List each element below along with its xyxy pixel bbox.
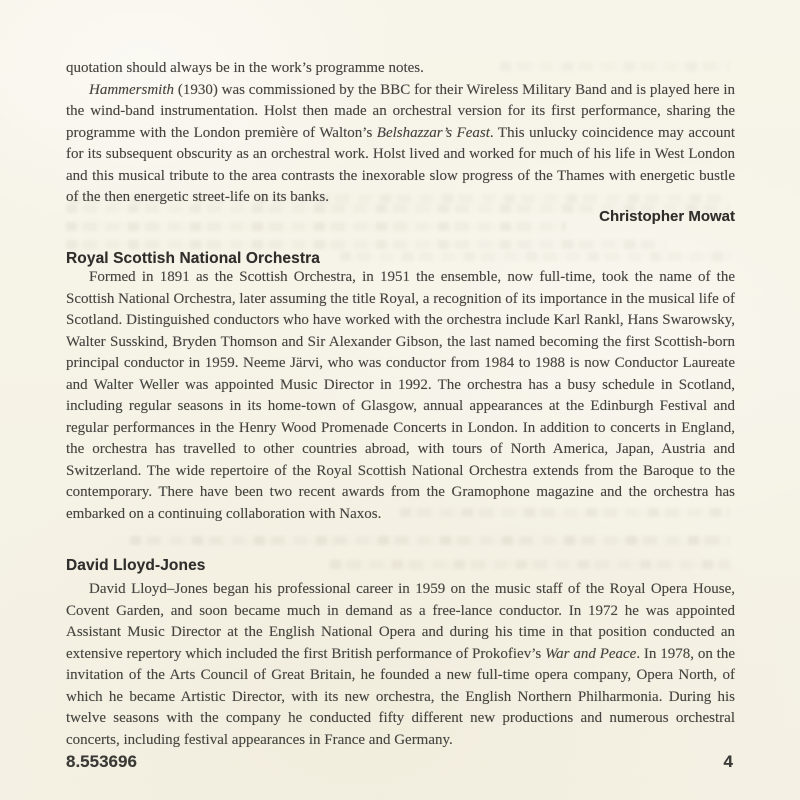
conductor-paragraph: David Lloyd–Jones began his professional career in 1959 on the music staff of the Royal Opera House, Covent Garden, and soon became much in demand as a free-lance conductor. In 1972 he was appointed Assistant Music Director at the English National Opera and during his time in that position conducted an extensive repertory which included the first British performance of Prokofiev’s War and Peace. In 1978, on the invitation of the Arts Council of Great Britain, he founded a new full-time opera company, Opera North, of which he became Artistic Director, with its new orchestra, the English Northern Philharmonia. During his twelve seasons with the company he conducted fifty different new productions and numerous orchestral concerts, including festival appearances in France and Germany.: [66, 581, 735, 748]
author-byline: Christopher Mowat: [599, 208, 735, 225]
section-heading-conductor: David Lloyd-Jones: [66, 557, 206, 574]
page-footer: [66, 751, 733, 772]
conductor-text-block: [66, 579, 735, 751]
section-heading-orchestra: Royal Scottish National Orchestra: [66, 250, 320, 267]
orchestra-text-block: [66, 267, 735, 525]
hammersmith-paragraph: Hammersmith (1930) was commissioned by the BBC for their Wireless Military Band and is played here in the wind-band instrumentation. Holst then made an orchestral version for its first performance, sharing the programme with the London première of Walton’s Belshazzar’s Feast. This unlucky coincidence may account for its subsequent obscurity as an orchestral work. Holst lived and worked for much of his life in West London and this musical tribute to the area contrasts the inexorable slow progress of the Thames with energetic bustle of the then energetic street-life on its banks.: [66, 81, 735, 205]
opening-text-block: [66, 58, 735, 209]
page-number: 4: [723, 752, 733, 771]
orchestra-paragraph: Formed in 1891 as the Scottish Orchestra, in 1951 the ensemble, now full-time, took the name of the Scottish National Orchestra, later assuming the title Royal, a recognition of its importance in the musical life of Scotland. Distinguished conductors who have worked with the orchestra include Karl Rankl, Hans Swarowsky, Walter Susskind, Bryden Thomson and Sir Alexander Gibson, the last named becoming the first Scottish-born principal conductor in 1959. Neeme Järvi, who was conductor from 1984 to 1988 is now Conductor Laureate and Walter Weller was appointed Music Director in 1992. The orchestra has a busy schedule in Scotland, including regular seasons in its home-town of Glasgow, annual appearances at the Edinburgh Festival and regular performances in the Henry Wood Promenade Concerts in London. In addition to concerts in England, the orchestra has travelled to other countries abroad, with tours of North America, Japan, Austria and Switzerland. The wide repertoire of the Royal Scottish National Orchestra extends from the Baroque to the contemporary. There have been two recent awards from the Gramophone magazine and the orchestra has embarked on a continuing collaboration with Naxos.: [66, 269, 735, 522]
bleed-through-artifact: [130, 536, 730, 545]
bleed-through-artifact: [66, 240, 666, 249]
continuation-paragraph: quotation should always be in the work’s programme notes.: [66, 60, 424, 76]
catalog-number: 8.553696: [66, 752, 137, 771]
